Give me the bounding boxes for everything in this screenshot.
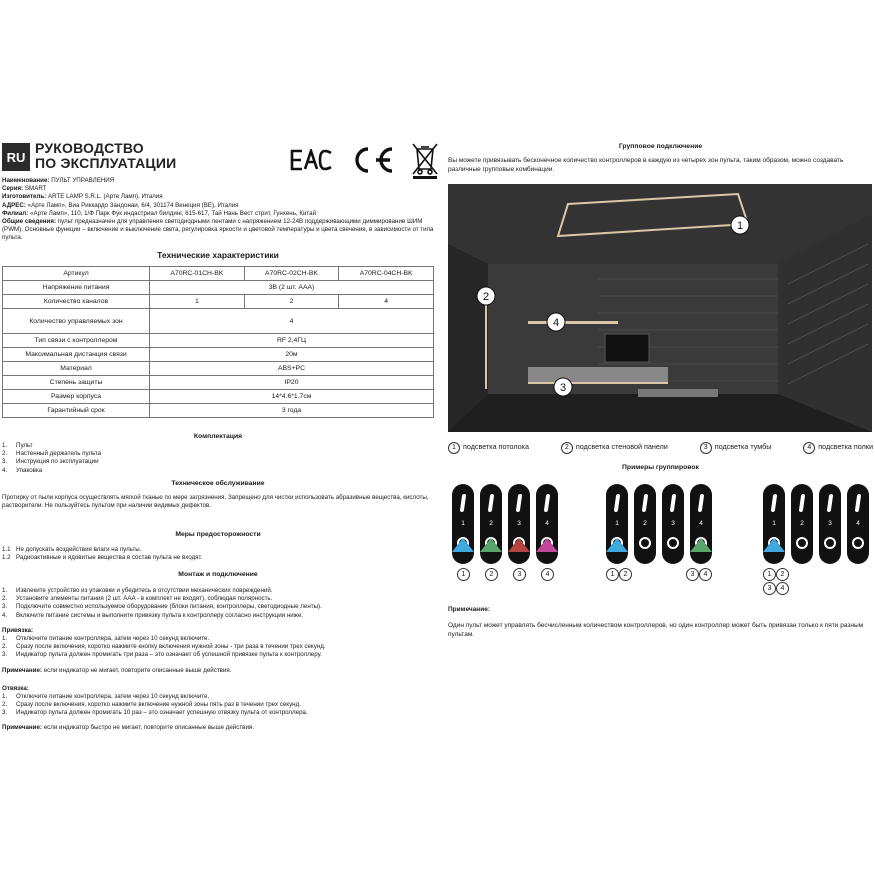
remote-zone-2: 2 <box>480 484 502 564</box>
table-row: Количество каналов 1 2 4 <box>3 295 434 309</box>
group-text: Вы можете привязывать бесконечное количество контроллеров в каждую из четырех зон пульта, таким образом, можно создавать различные групповые комбинации. <box>448 157 844 173</box>
group-note-title: Примечание: <box>448 606 490 613</box>
bind-title: Привязка: <box>2 627 34 634</box>
ce-mark-icon <box>348 146 396 174</box>
table-row: Материал ABS+PC <box>3 362 434 376</box>
zone-4-light-icon <box>536 538 558 552</box>
room-marker-3: 3 <box>559 382 567 394</box>
zone-legend <box>448 442 873 454</box>
bind-list <box>2 635 434 660</box>
legend-item: 2 подсветка стеновой панели <box>561 442 668 454</box>
table-row: Артикул A70RC-01CH-BK A70RC-02CH-BK A70RC-04CH-BK <box>3 267 434 281</box>
bind-note: Примечание: если индикатор не мигает, повторите описанные выше действия. <box>2 667 232 674</box>
list-item: 3. Инструкция по эксплуатации <box>2 458 99 466</box>
remote-zone-4: 4 <box>847 484 869 564</box>
list-item: 3. Подключите совместно используемое оборудование (блоки питания, контроллеры, светодиодные ленты). <box>2 603 322 611</box>
list-item: 1.1 Не допускать воздействия влаги на пульты. <box>2 546 142 553</box>
table-row: Количество управляемых зон 4 <box>3 309 434 334</box>
remote-zone-3: 3 <box>662 484 684 564</box>
list-item: 3. Индикатор пульта должен промигать три раза – это означает об успешной привязке пульта к контроллеру. <box>2 651 322 659</box>
table-row: Напряжение питания 3В (2 шт. AAA) <box>3 281 434 295</box>
table-row: Размер корпуса 14*4.6*1.7см <box>3 390 434 404</box>
table-row: Гарантийный срок 3 года <box>3 404 434 418</box>
unbind-title: Отвязка: <box>2 685 29 692</box>
zone-2-light-icon <box>480 538 502 552</box>
remote-zone-2: 2 <box>634 484 656 564</box>
unbind-list <box>2 693 434 718</box>
grouping-example-3: 1 2 3 4 1 2 3 4 <box>763 484 875 596</box>
list-item: 2. Сразу после включения, коротко нажмите кнопку включения нужной зоны - три раза в течении трех секунд. <box>2 643 326 651</box>
install-list <box>2 587 434 620</box>
safety-title: Меры предосторожности <box>175 531 261 538</box>
kit-list <box>2 442 434 475</box>
table-row: Тип связи с контроллером RF 2,4ГЦ <box>3 334 434 348</box>
list-item: 2. Настенный держатель пульта <box>2 450 102 458</box>
service-title: Техническое обслуживание <box>171 480 265 487</box>
kit-title: Комплектация <box>193 433 243 440</box>
certification-marks <box>290 140 440 180</box>
list-item: 1.2 Радиоактивные и ядовитые вещества в состав пульта не входят. <box>2 554 203 562</box>
list-item: 1. Пульт <box>2 442 33 449</box>
group-note-text: Один пульт может управлять бесчисленным количеством контроллеров, но один контроллер может быть привязан только к пяти разным пультам. <box>448 622 864 638</box>
list-item: 1. Извлеките устройство из упаковки и убедитесь в отсутствии механических повреждений. <box>2 587 273 594</box>
legend-item: 3 подсветка тумбы <box>700 442 772 454</box>
table-row: Степень защиты IP20 <box>3 376 434 390</box>
spec-table <box>2 266 434 418</box>
examples-title: Примеры группировок <box>622 464 699 471</box>
remote-zone-4: 4 <box>536 484 558 564</box>
remote-zone-3: 3 <box>819 484 841 564</box>
zone-1-light-icon <box>452 538 474 552</box>
list-item: 2. Установите элементы питания (2 шт. AAA - в комплект не входят), соблюдая полярность. <box>2 595 273 603</box>
document-title: РУКОВОДСТВО ПО ЭКСПЛУАТАЦИИ <box>35 140 177 171</box>
remote-zone-1: 1 <box>452 484 474 564</box>
spec-title: Технические характеристики <box>157 250 279 260</box>
remote-zone-1: 1 <box>763 484 785 564</box>
language-badge: RU <box>2 143 30 171</box>
zone-1-light-icon <box>606 538 628 552</box>
safety-list <box>2 546 434 562</box>
list-item: 4. Включите питание системы и выполните привязку пульта к контроллеру согласно инструкции ниже. <box>2 611 303 619</box>
grouping-example-2: 1 2 3 4 1 2 3 4 <box>606 484 726 584</box>
group-title: Групповое подключение <box>618 143 703 150</box>
remote-zone-2: 2 <box>791 484 813 564</box>
remote-zone-3: 3 <box>508 484 530 564</box>
eac-mark-icon <box>290 149 334 171</box>
product-meta: Наименование: ПУЛЬТ УПРАВЛЕНИЯ Серия: SMART Изготовитель: ARTE LAMP S.R.L. (Арте Ламп), Италия АДРЕС: «Арте Ламп», Виа Риккардо Зандонаи, 6/4, 301174 Венеция (ВЕ), Италия Филиал: «Арте Ламп», 110, 1/Ф Парк Фук индастриал билдинг, 615-617, Тай Нань Вест стрит, Гунхень, Китай Общие сведения: пульт предназначен для управления светодиодными лентами с напряжением 12-24В поддерживающими диммирование ШИМ (PWM). Основные функции – включение и выключение света, регулировка яркости и цветовой температуры и цвета свечения, в зависимости от типа пульта. <box>2 177 434 242</box>
install-title: Монтаж и подключение <box>178 571 258 578</box>
list-item: 4. Упаковка <box>2 466 43 474</box>
list-item: 3. Индикатор пульта должен промигать 10 раз – это означает успешную отвязку пульта от контроллера. <box>2 709 308 717</box>
list-item: 1. Отключите питание контроллера, затем через 10 секунд включите. <box>2 693 210 700</box>
room-marker-2: 2 <box>482 291 490 303</box>
unbind-note: Примечание: если индикатор быстро не мигает, повторите описанные выше действия. <box>2 724 254 731</box>
grouping-example-1: 1 2 3 4 1 2 3 4 <box>452 484 572 584</box>
legend-item: 1 подсветка потолока <box>448 442 529 454</box>
remote-zone-4: 4 <box>690 484 712 564</box>
list-item: 1. Отключите питание контроллера, затем через 10 секунд включите. <box>2 635 210 642</box>
table-row: Максимальная дистанция связи 20м <box>3 348 434 362</box>
service-text: Протирку от пыли корпуса осуществлять мягкой тканью по мере загрязнения. Запрещено для чистки использовать абразивные вещества, кислоты, растворители. Не пользуйтесь пультом при наличии видимых дефектов. <box>2 494 429 510</box>
weee-bin-icon <box>410 141 440 179</box>
zone-1-light-icon <box>763 538 785 552</box>
remote-zone-1: 1 <box>606 484 628 564</box>
legend-item: 4 подсветка полки <box>803 442 873 454</box>
zone-3-light-icon <box>508 538 530 552</box>
room-marker-4: 4 <box>552 317 560 329</box>
room-illustration <box>448 184 872 432</box>
zone-4-light-icon <box>690 538 712 552</box>
room-marker-1: 1 <box>736 220 744 232</box>
list-item: 2. Сразу после включения, коротко нажмите включение нужной зоны пять раз в течении трех секунд. <box>2 701 301 709</box>
